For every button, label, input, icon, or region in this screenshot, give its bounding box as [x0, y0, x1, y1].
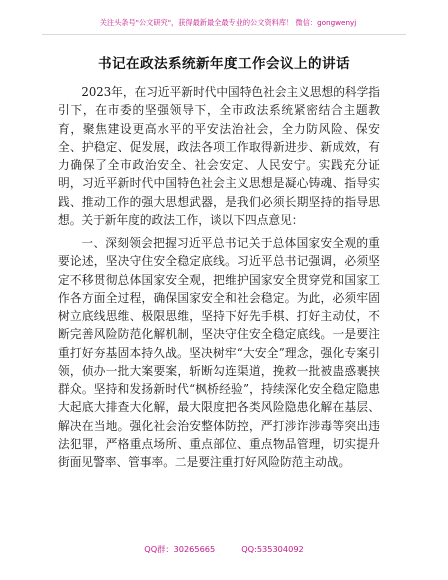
footer-qq-group: QQ群：30265665 [144, 544, 216, 554]
paragraph-intro: 2023年，在习近平新时代中国特色社会主义思想的科学指引下，在市委的坚强领导下，全市政法系统紧密结合主题教育，聚焦建设更高水平的平安法治社会，全力防风险、保安全、护稳定、促发展，政法各项工作取得新进步、新成效，有力确保了全市政治安全、社会安定、人民安宁。实践充分证明，习近平新时代中国特色社会主义思想是凝心铸魂、指导实践、推动工作的强大思想武器，是我们必须长期坚持的指导思想。关于新年度的政法工作，谈以下四点意见： [58, 85, 380, 227]
footer-contact [0, 543, 448, 555]
header-banner: 关注头条号"公文研究"，获得最新最全最专业的公文资料库！ 微信：gongwenyj [99, 18, 357, 27]
footer-qq-id: QQ:535304092 [241, 544, 304, 554]
document-body [58, 83, 380, 471]
header-divider [42, 34, 406, 35]
paragraph-section-one: 一、深刻领会把握习近平总书记关于总体国家安全观的重要论述，坚决守住安全稳定底线。习近平总书记强调，必须坚定不移贯彻总体国家安全观，把维护国家安全贯穿党和国家工作各方面全过程，确保国家安全和社会稳定。为此，必须牢固树立底线思维、极限思维，坚持下好先手棋、打好主动仗，不断完善风险防范化解机制，坚决守住安全稳定底线。一是要注重打好夯基固本持久战。坚决树牢“大安全”理念，强化专案引领，侦办一批大案要案，斩断勾连渠道，挽救一批被蛊惑裹挟群众。坚持和发扬新时代“枫桥经验”，持续深化安全稳定隐患大起底大排查大化解，最大限度把各类风险隐患化解在基层、解决在当地。强化社会治安整体防控，严打涉诈涉毒等突出违法犯罪，严格重点场所、重点部位、重点物品管理，切实提升街面见警率、管事率。二是要注重打好风险防范主动战。 [58, 236, 380, 469]
document-title: 书记在政法系统新年度工作会议上的讲话 [98, 56, 350, 72]
